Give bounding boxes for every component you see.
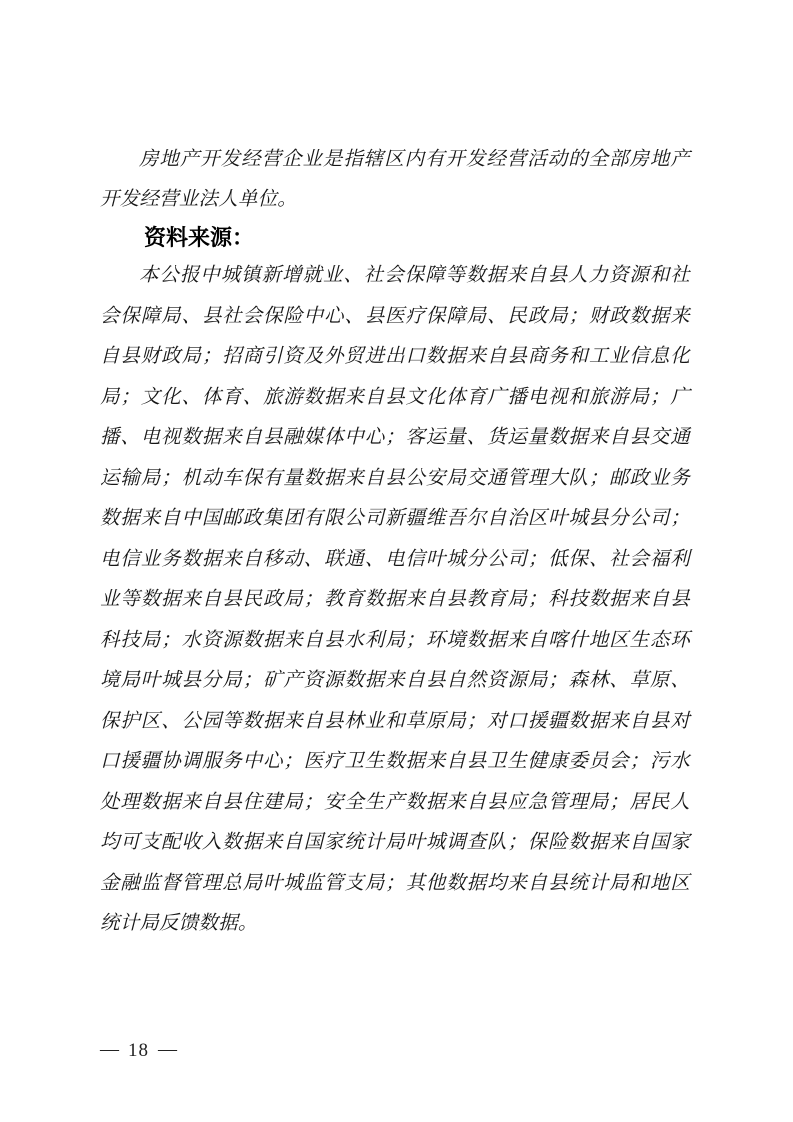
section-heading-data-sources: 资料来源：	[144, 225, 255, 250]
footer-dash-left: —	[100, 1039, 119, 1060]
page-content	[100, 140, 690, 945]
paragraph-real-estate-definition: 房地产开发经营企业是指辖区内有开发经营活动的全部房地产开发经营业法人单位。	[100, 149, 690, 210]
page-number: 18	[128, 1040, 149, 1061]
footer-dash-right: —	[158, 1039, 177, 1060]
paragraph-data-sources: 本公报中城镇新增就业、社会保障等数据来自县人力资源和社会保障局、县社会保险中心、县医疗保障局、民政局；财政数据来自县财政局；招商引资及外贸进出口数据来自县商务和工业信息化局；文化、体育、旅游数据来自县文化体育广播电视和旅游局；广播、电视数据来自县融媒体中心；客运量、货运量数据来自县交通运输局；机动车保有量数据来自县公安局交通管理大队；邮政业务数据来自中国邮政集团有限公司新疆维吾尔自治区叶城县分公司；电信业务数据来自移动、联通、电信叶城分公司；低保、社会福利业等数据来自县民政局；教育数据来自县教育局；科技数据来自县科技局；水资源数据来自县水利局；环境数据来自喀什地区生态环境局叶城县分局；矿产资源数据来自县自然资源局；森林、草原、保护区、公园等数据来自县林业和草原局；对口援疆数据来自县对口援疆协调服务中心；医疗卫生数据来自县卫生健康委员会；污水处理数据来自县住建局；安全生产数据来自县应急管理局；居民人均可支配收入数据来自国家统计局叶城调查队；保险数据来自国家金融监督管理总局叶城监管支局；其他数据均来自县统计局和地区统计局反馈数据。	[100, 265, 690, 934]
page-footer	[100, 1040, 177, 1062]
